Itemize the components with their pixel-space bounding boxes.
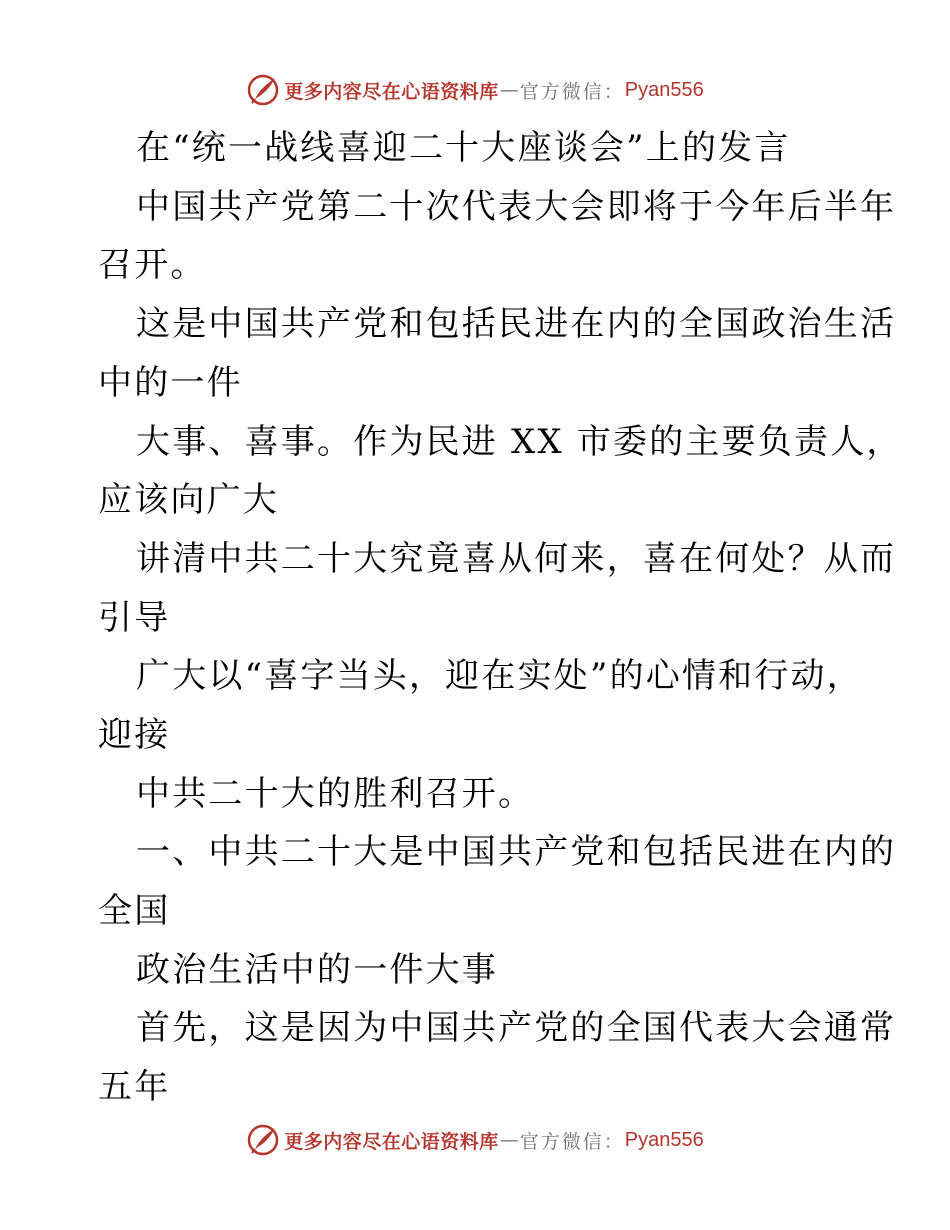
header-banner <box>0 70 950 110</box>
banner-site-text: 更多内容尽在心语资料库 <box>284 80 499 103</box>
section-heading-line: 一、中共二十大是中国共产党和包括民进在内的 <box>136 832 897 872</box>
footer-banner <box>0 1120 950 1160</box>
paragraph-line: 首先，这是因为中国共产党的全国代表大会通常 <box>136 1008 897 1048</box>
quill-pen-logo-icon <box>246 1123 280 1157</box>
paragraph-line: 召开。 <box>98 245 207 285</box>
paragraph-line: 应该向广大 <box>98 480 279 520</box>
paragraph-line: 中的一件 <box>98 363 243 403</box>
quill-pen-logo-icon <box>246 73 280 107</box>
banner-wechat-label: 官方微信： <box>519 80 625 103</box>
banner-wechat-label: 官方微信： <box>519 1130 625 1153</box>
paragraph-line: 这是中国共产党和包括民进在内的全国政治生活 <box>136 304 897 344</box>
paragraph-line: 引导 <box>98 598 171 638</box>
section-heading-line: 全国 <box>98 891 171 931</box>
banner-site-text: 更多内容尽在心语资料库 <box>284 1130 499 1153</box>
banner-wechat-id: Pyan556 <box>624 1128 704 1151</box>
document-title: 在“统一战线喜迎二十大座谈会”上的发言 <box>136 128 791 168</box>
banner-wechat-id: Pyan556 <box>624 78 704 101</box>
banner-separator: — <box>499 1129 519 1151</box>
paragraph-line: 广大以“喜字当头，迎在实处”的心情和行动， <box>136 656 863 696</box>
section-heading-line: 政治生活中的一件大事 <box>136 950 498 990</box>
paragraph-line: 大事、喜事。作为民进 XX 市委的主要负责人， <box>136 422 903 462</box>
paragraph-line: 讲清中共二十大究竟喜从何来，喜在何处？从而 <box>136 539 897 579</box>
banner-separator: — <box>499 79 519 101</box>
paragraph-line: 中共二十大的胜利召开。 <box>136 774 535 814</box>
paragraph-line: 迎接 <box>98 715 171 755</box>
paragraph-line: 五年 <box>98 1067 171 1107</box>
paragraph-line: 中国共产党第二十次代表大会即将于今年后半年 <box>136 187 897 227</box>
